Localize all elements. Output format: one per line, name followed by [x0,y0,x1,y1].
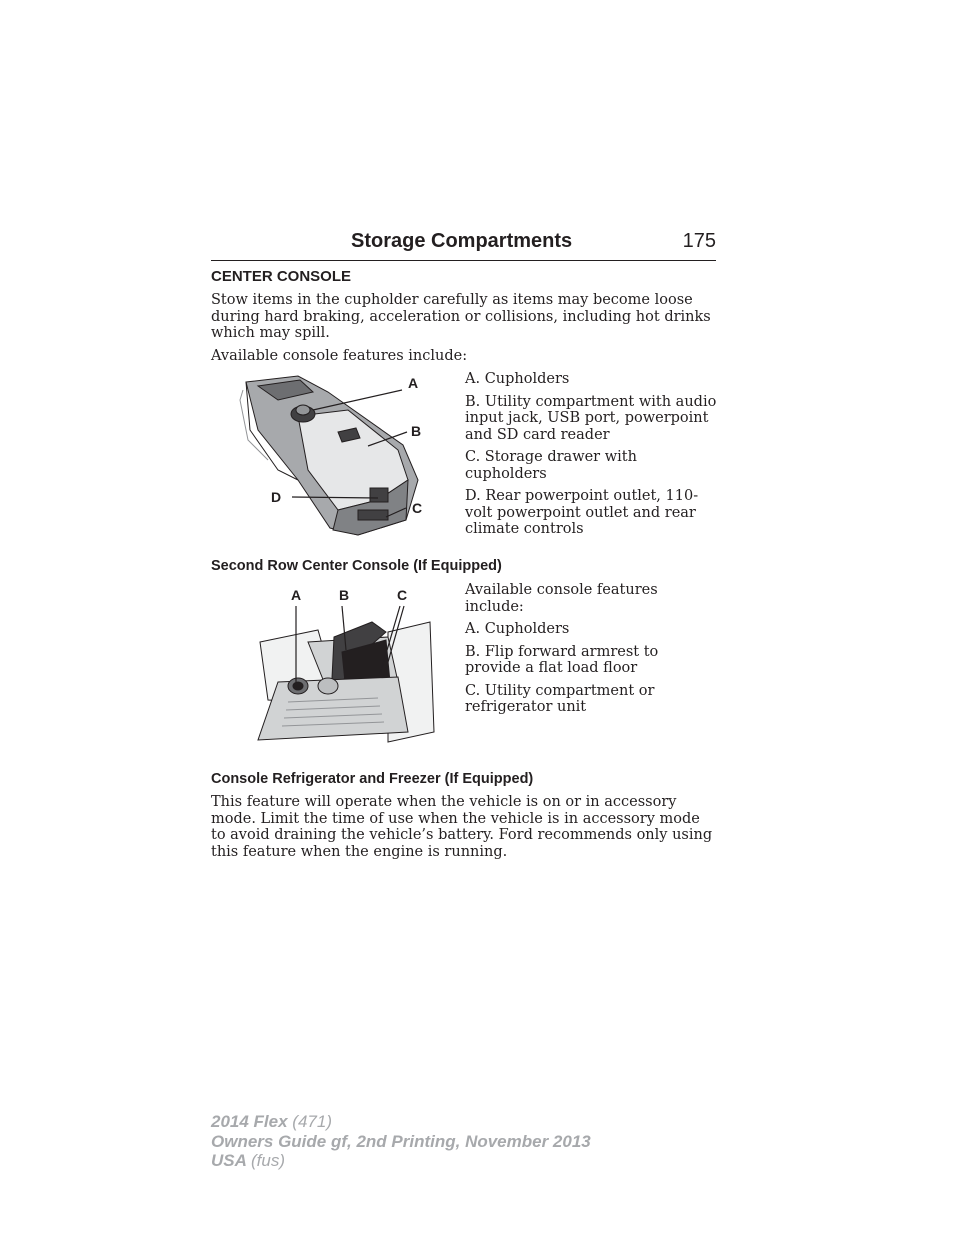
callout-c: C [412,500,423,516]
center-console-illustration [238,370,433,540]
page-number: 175 [682,230,716,252]
second-row-console-heading: Second Row Center Console (If Equipped) [211,558,502,574]
center-console-paragraph: Stow items in the cupholder carefully as items may become loose during hard braking, acceleration or collisions, including hot drinks which may spill. [211,292,711,341]
footer-guide-info: Owners Guide gf, 2nd Printing, November 2013 [211,1131,591,1151]
refrigerator-heading: Console Refrigerator and Freezer (If Equipped) [211,771,534,787]
callout-c: C [397,587,408,603]
second-row-console-illustration [238,582,438,744]
callout-b: B [339,587,350,603]
list-item: A. Cupholders [465,621,570,637]
page-header [211,229,716,261]
second-row-feature-list [465,582,717,722]
page-footer [211,1112,591,1171]
footer-model-code: (471) [292,1112,332,1131]
section-title: Storage Compartments [351,230,573,252]
callout-d: D [271,489,282,505]
center-console-heading: CENTER CONSOLE [211,268,352,285]
list-item: C. Storage drawer with cupholders [465,449,637,482]
list-item: C. Utility compartment or refrigerator unit [465,682,655,715]
footer-model: 2014 Flex [211,1112,288,1131]
list-item: A. Cupholders [465,371,570,387]
callout-b: B [411,423,422,439]
list-intro: Available console features include: [465,582,658,615]
refrigerator-paragraph: This feature will operate when the vehicle is on or in accessory mode. Limit the time of use when the vehicle is in accessory mode to avoid draining the vehicle’s battery. Ford recommends only using this feature when the engine is running. [211,794,713,860]
callout-a: A [291,587,302,603]
footer-market-code: (fus) [251,1151,285,1170]
features-intro: Available console features include: [211,348,468,364]
list-item: B. Flip forward armrest to provide a flat load floor [465,643,659,676]
list-item: D. Rear powerpoint outlet, 110-volt powerpoint outlet and rear climate controls [465,488,699,537]
callout-a: A [408,375,419,391]
list-item: B. Utility compartment with audio input jack, USB port, powerpoint and SD card reader [465,393,717,443]
footer-market: USA [211,1151,247,1170]
center-console-feature-list [465,371,717,544]
